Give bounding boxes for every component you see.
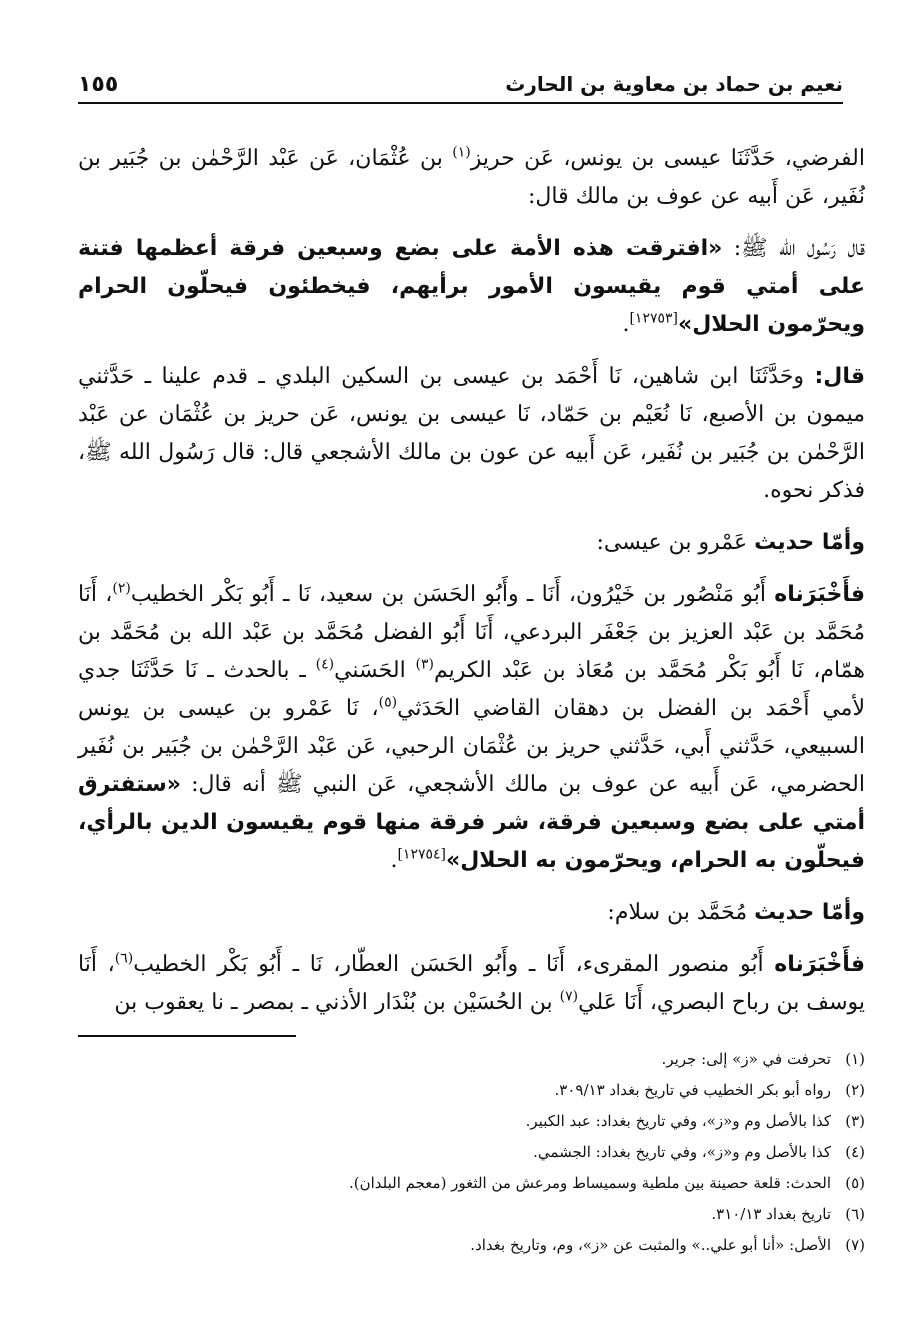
paragraph-4-lead: فأَخْبَرَناه [774, 582, 865, 607]
footnote-ref-3: (٣) [415, 656, 434, 673]
hadith-number-12754: [١٢٧٥٤] [397, 846, 446, 863]
paragraph-4 [78, 576, 865, 880]
footnote-ref-2: (٢) [112, 580, 131, 597]
paragraph-2-intro: قال رَسُول الله ﷺ: [722, 236, 865, 261]
paragraph-2-end: . [622, 312, 630, 337]
footnote-text: تاريخ بغداد ٣١٠/١٣. [711, 1205, 831, 1223]
paragraph-4-end: . [390, 848, 398, 873]
paragraph-5-lead: فأَخْبَرَناه [774, 952, 865, 977]
footnote-3 [78, 1106, 865, 1137]
footnote-number: (٧) [845, 1236, 865, 1254]
paragraph-1-text-b: بن عُثْمَان، عَن عَبْد الرَّحْمٰن بن جُبَير بن نُفَير، عَن أَبيه عن عوف بن مالك قال: [78, 146, 865, 209]
section-heading-1-rest: عَمْرو بن عيسى: [596, 530, 755, 555]
hadith-number-12753: [١٢٧٥٣] [629, 310, 678, 327]
hadith-text-2: «ستفترق أمتي على بضع وسبعين فرقة، شر فرقة منها قوم يقيسون الدين بالرأي، فيحلّون به الحرام، ويحرّمون به الحلال» [78, 772, 865, 873]
paragraph-5-text-2: ، أَنَا يوسف بن رباح البصري، أَنَا عَلي [78, 952, 865, 1015]
footnotes [78, 1044, 865, 1261]
footnote-text: الأصل: «أنا أبو علي..» والمثبت عن «ز»، وم، وتاريخ بغداد. [470, 1236, 831, 1254]
running-header [78, 66, 843, 104]
footnote-text: كذا بالأصل وم و«ز»، وفي تاريخ بغداد: الجشمي. [533, 1143, 831, 1161]
footnote-ref-4: (٤) [315, 656, 335, 673]
paragraph-5-text-1: أَبُو منصور المقرىء، أَنَا ـ وأَبُو الحَسَن العطّار، نَا ـ أَبُو بَكْر الخطيب [133, 952, 775, 977]
footnote-text: رواه أبو بكر الخطيب في تاريخ بغداد ٣٠٩/١٣. [554, 1081, 831, 1099]
footnote-number: (٢) [845, 1081, 865, 1099]
main-text [78, 140, 865, 1036]
paragraph-3-lead: قال: [814, 364, 865, 389]
paragraph-4-text-5: ، نَا عَمْرو بن عيسى بن يونس السبيعي، حَدَّثني أَبي، حَدَّثني حريز بن عُثْمَان الرحبي، عَن عَبْد الرَّحْمٰن بن جُبَير بن نُفَير الحضرمي، عَن أَبيه عن عوف بن مالك الأشجعي، عَن النبي ﷺ أنه قال: [78, 696, 865, 797]
footnote-ref-7: (٧) [559, 988, 579, 1005]
section-heading-2 [78, 894, 865, 932]
footnote-ref-1: (١) [452, 144, 471, 161]
footnote-number: (٥) [845, 1174, 865, 1192]
footnote-ref-5: (٥) [378, 694, 398, 711]
paragraph-5 [78, 946, 865, 1022]
section-heading-2-rest: مُحَمَّد بن سلام: [607, 900, 755, 925]
paragraph-3 [78, 358, 865, 510]
page-header-title: نعيم بن حماد بن معاوية بن الحارث [505, 72, 843, 96]
footnote-2 [78, 1075, 865, 1106]
footnote-7 [78, 1230, 865, 1261]
paragraph-3-text: وحَدَّثَنَا ابن شاهين، نَا أَحْمَد بن عيسى بن السكين البلدي ـ قدم علينا ـ حَدَّثني ميمون بن الأصبع، نَا نُعَيْم بن حَمّاد، نَا عيسى بن يونس، عَن حريز بن عُثْمَان عن عَبْد الرَّحْمٰن بن جُبَير بن نُفَير، عَن أَبيه عن عون بن مالك الأشجعي قال: قال رَسُول الله ﷺ، فذكر نحوه. [78, 364, 865, 503]
footnote-text: الحدث: قلعة حصينة بين ملطية وسميساط ومرعش من الثغور (معجم البلدان). [348, 1174, 831, 1192]
footnote-text: كذا بالأصل وم و«ز»، وفي تاريخ بغداد: عبد الكبير. [525, 1112, 831, 1130]
footnote-divider [78, 1035, 296, 1037]
footnote-number: (١) [845, 1050, 865, 1068]
hadith-text-1: «افترقت هذه الأمة على بضع وسبعين فرقة أعظمها فتنة على أمتي قوم يقيسون الأمور برأيهم، فيخطئون فيحلّون الحرام ويحرّمون الحلال» [78, 236, 865, 337]
footnote-5 [78, 1168, 865, 1199]
page-number: ١٥٥ [78, 71, 119, 97]
footnote-text: تحرفت في «ز» إلى: جرير. [661, 1050, 831, 1068]
footnote-4 [78, 1137, 865, 1168]
paragraph-1 [78, 140, 865, 216]
paragraph-5-text-3: بن الحُسَيْن بن بُنْدَار الأذني ـ بمصر ـ نا يعقوب بن [114, 990, 560, 1015]
paragraph-4-text-4: ـ بالحدث ـ نَا حَدَّثَنَا جدي لأمي أَحْمَد بن الفضل بن دهقان القاضي الحَدَثي [78, 658, 865, 721]
footnote-ref-6: (٦) [114, 950, 134, 967]
paragraph-1-text-a: الفرضي، حَدَّثَنَا عيسى بن يونس، عَن حريز [470, 146, 865, 171]
paragraph-2 [78, 230, 865, 344]
footnote-1 [78, 1044, 865, 1075]
paragraph-4-text-3: الحَسَني [334, 658, 416, 683]
paragraph-4-text-1: أَبُو مَنْصُور بن خَيْرُون، أَنَا ـ وأَبُو الحَسَن بن سعيد، نَا ـ أَبُو بَكْر الخطيب [130, 582, 775, 607]
section-heading-1 [78, 524, 865, 562]
footnote-6 [78, 1199, 865, 1230]
footnote-number: (٤) [845, 1143, 865, 1161]
footnote-number: (٣) [845, 1112, 865, 1130]
section-heading-2-bold: وأمّا حديث [754, 900, 865, 925]
paragraph-4-text-2: ، أَنَا مُحَمَّد بن عَبْد العزيز بن جَعْفَر البردعي، أَنَا أَبُو الفضل مُحَمَّد بن عَبْد الله بن مُحَمَّد بن همّام، نَا أَبُو بَكْر مُحَمَّد بن مُعَاذ بن عَبْد الكريم [78, 582, 865, 683]
section-heading-1-bold: وأمّا حديث [754, 530, 865, 555]
footnote-number: (٦) [845, 1205, 865, 1223]
